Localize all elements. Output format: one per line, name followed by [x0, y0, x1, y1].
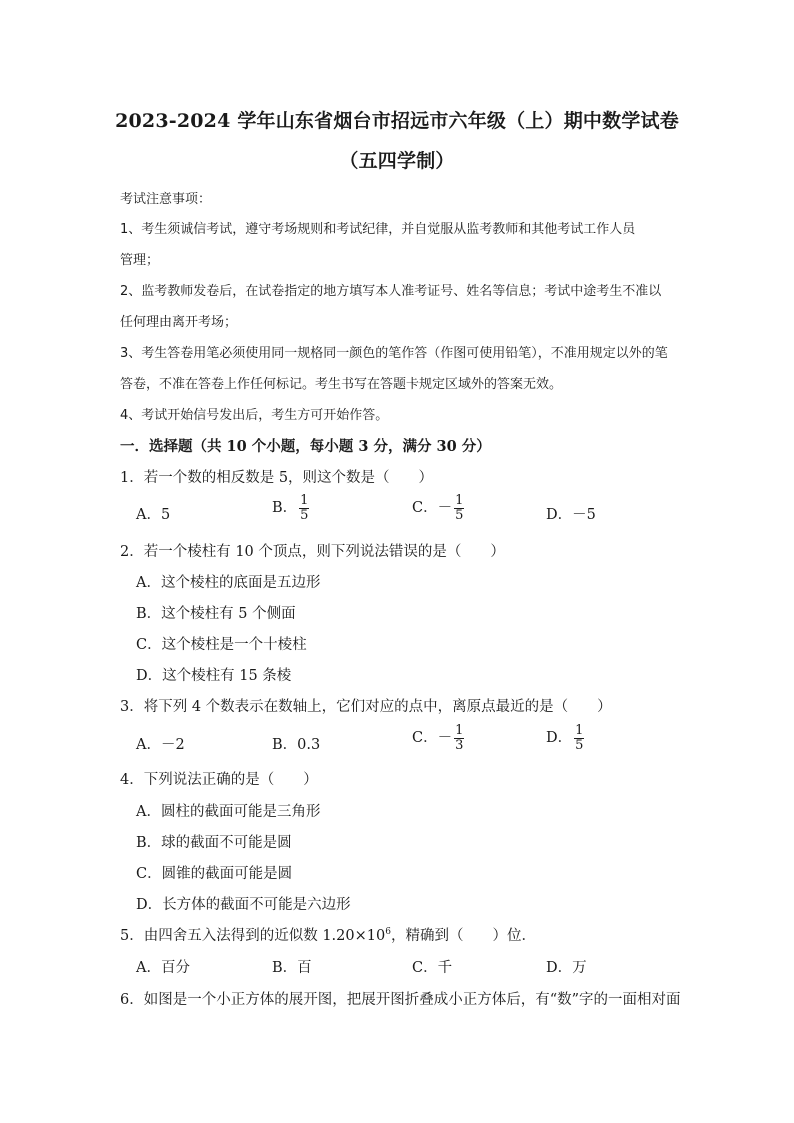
note-1: 1、考生须诚信考试，遵守考场规则和考试纪律，并自觉服从监考教师和其他考试工作人员	[120, 222, 636, 237]
note-2-cont: 任何理由离开考场；	[120, 315, 238, 330]
question-5-option-c: C．千	[412, 960, 453, 976]
question-3-option-d	[546, 724, 584, 752]
denominator: 5	[300, 507, 309, 523]
numerator: 1	[575, 723, 584, 738]
question-3-option-c	[412, 724, 464, 752]
question-4-option-b: B．球的截面不可能是圆	[136, 835, 292, 851]
exam-title: 2023-2024 学年山东省烟台市招远市六年级（上）期中数学试卷	[115, 110, 679, 132]
option-label: D．	[546, 730, 573, 747]
question-2-stem: 2．若一个棱柱有 10 个顶点，则下列说法错误的是（ ）	[120, 544, 505, 560]
question-6-stem: 6．如图是一个小正方体的展开图，把展开图折叠成小正方体后，有“数”字的一面相对面	[120, 992, 681, 1008]
question-5-option-a: A．百分	[136, 960, 190, 976]
question-3-option-b: B．0.3	[272, 737, 321, 753]
section-heading: 一．选择题（共 10 个小题，每小题 3 分，满分 30 分）	[120, 438, 491, 455]
question-4-option-a: A．圆柱的截面可能是三角形	[136, 804, 321, 820]
option-label: C．－	[412, 500, 453, 517]
denominator: 5	[575, 737, 584, 753]
option-label: C．－	[412, 730, 453, 747]
question-5-option-b: B．百	[272, 960, 312, 976]
question-1-stem: 1．若一个数的相反数是 5，则这个数是（ ）	[120, 470, 434, 486]
note-3: 3、考生答卷用笔必须使用同一规格同一颜色的笔作答（作图可使用铅笔），不准用规定以外的笔	[120, 346, 668, 361]
note-3-cont: 答卷，不准在答卷上作任何标记。考生书写在答题卡规定区域外的答案无效。	[120, 377, 563, 392]
numerator: 1	[455, 723, 464, 738]
numerator: 1	[300, 493, 309, 508]
question-3-stem: 3．将下列 4 个数表示在数轴上，它们对应的点中，离原点最近的是（ ）	[120, 699, 612, 715]
question-1-option-c	[412, 494, 464, 522]
question-1-option-a: A．5	[136, 507, 171, 523]
question-2-option-c: C．这个棱柱是一个十棱柱	[136, 637, 307, 653]
fraction	[454, 724, 464, 752]
note-2: 2、监考教师发卷后，在试卷指定的地方填写本人准考证号、姓名等信息；考试中途考生不准以	[120, 284, 662, 299]
question-4-option-c: C．圆锥的截面可能是圆	[136, 866, 293, 882]
question-2-option-b: B．这个棱柱有 5 个侧面	[136, 606, 296, 622]
question-1-option-b	[272, 494, 309, 522]
note-4: 4、考试开始信号发出后，考生方可开始作答。	[120, 408, 389, 423]
fraction	[299, 494, 309, 522]
question-2-option-a: A．这个棱柱的底面是五边形	[136, 575, 321, 591]
denominator: 3	[455, 737, 464, 753]
question-4-option-d: D．长方体的截面不可能是六边形	[136, 897, 351, 913]
question-2-option-d: D．这个棱柱有 15 条棱	[136, 668, 292, 684]
stem-text: 5．由四舍五入法得到的近似数 1.20×10	[120, 928, 386, 944]
note-1-cont: 管理；	[120, 253, 160, 268]
option-label: B．	[272, 500, 298, 517]
exam-subtitle: （五四学制）	[339, 150, 455, 172]
stem-text-end: ，精确到（ ）位．	[390, 928, 536, 944]
question-1-option-d: D．－5	[546, 507, 596, 523]
question-5-stem	[120, 924, 536, 945]
denominator: 5	[455, 507, 464, 523]
question-3-option-a: A．－2	[136, 737, 185, 753]
question-4-stem: 4．下列说法正确的是（ ）	[120, 772, 318, 788]
numerator: 1	[455, 493, 464, 508]
fraction	[574, 724, 584, 752]
notes-heading: 考试注意事项：	[120, 192, 212, 207]
fraction	[454, 494, 464, 522]
exponent: 6	[385, 927, 391, 938]
question-5-option-d: D．万	[546, 960, 587, 976]
